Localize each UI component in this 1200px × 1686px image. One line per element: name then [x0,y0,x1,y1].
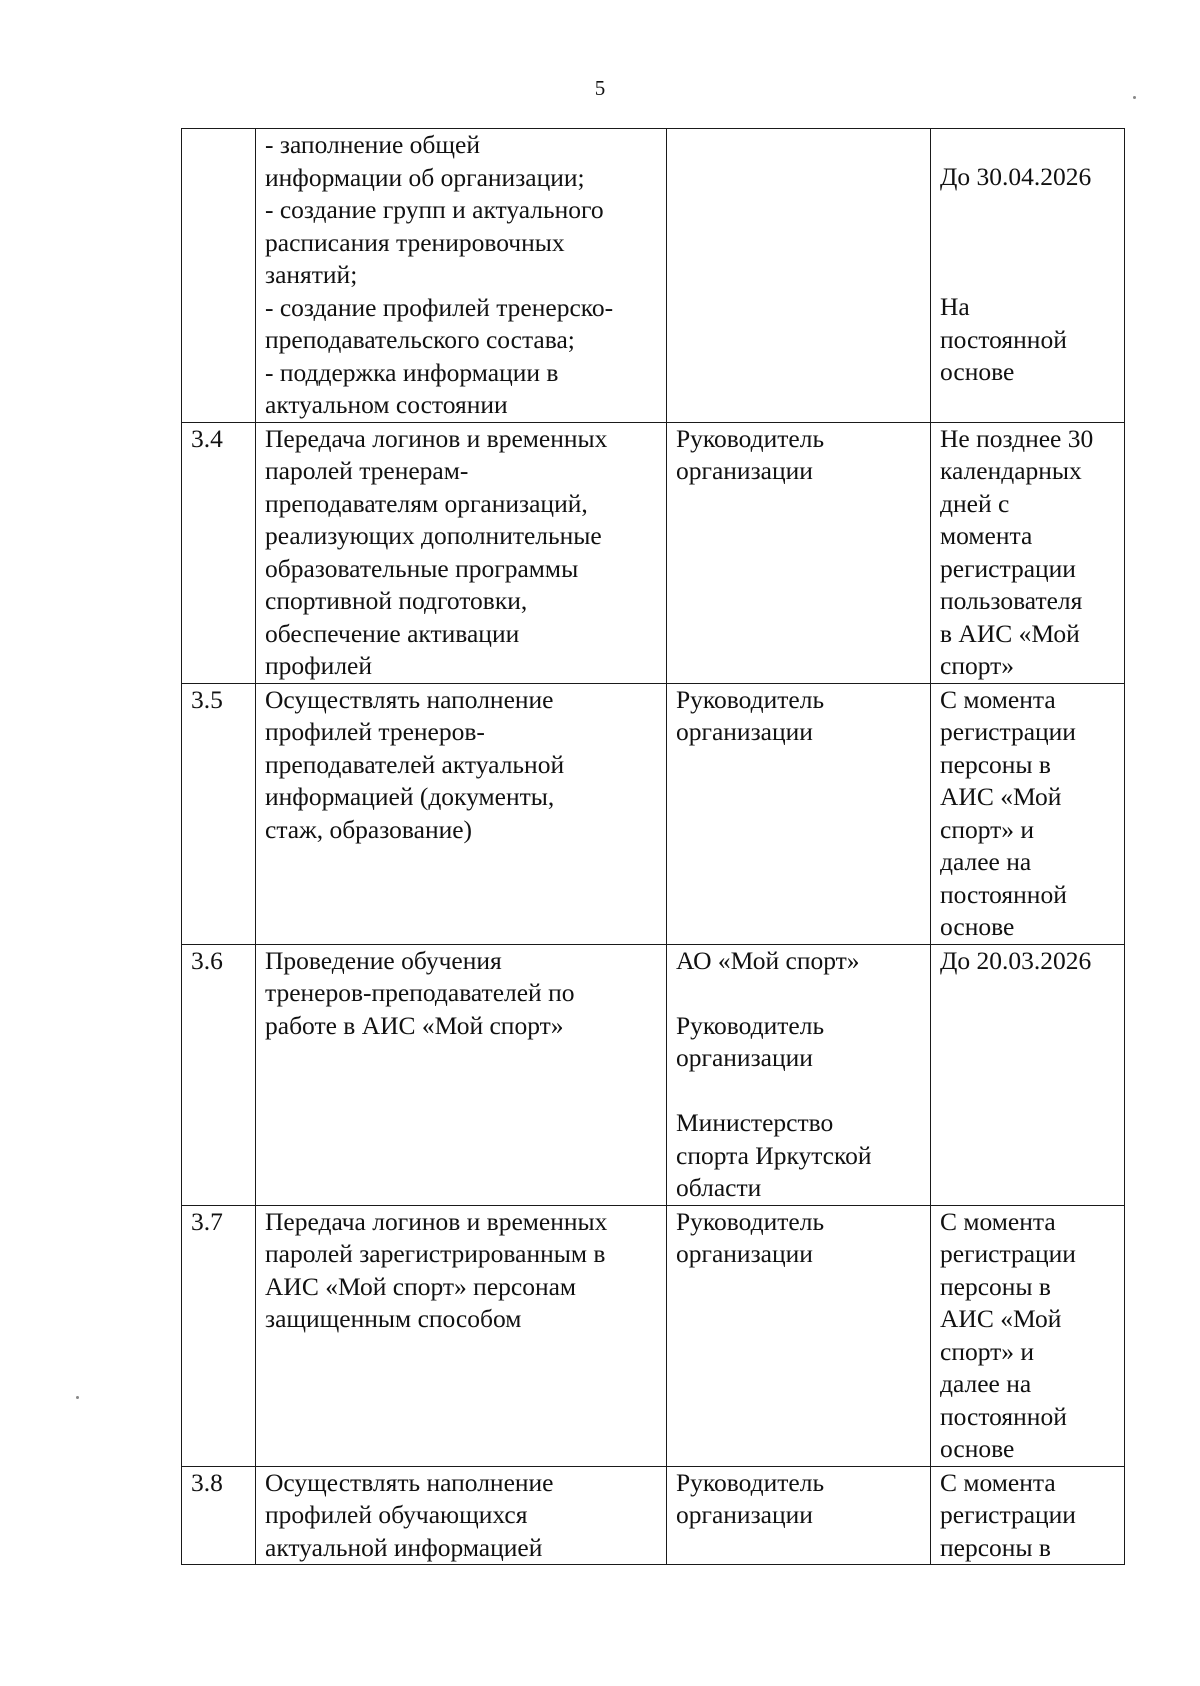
action-line: обеспечение активации [265,618,520,648]
deadline-line: пользователя [940,586,1083,615]
deadline-line: персоны в [940,749,1051,779]
cell-responsible [667,683,931,944]
action-line: актуальном состоянии [265,390,508,419]
action-line: занятий; [265,260,358,289]
responsible-line: организации [676,1043,813,1072]
action-line: Осуществлять наполнение [265,1467,554,1497]
deadline-line: персоны в [940,1271,1051,1301]
responsible-line: Руководитель [676,1206,825,1236]
deadline-line: дней с [940,488,1010,518]
deadline-line: регистрации [940,1239,1076,1268]
action-line: профилей обучающихся [265,1500,528,1529]
action-line: преподавательского состава; [265,325,575,354]
action-line: - создание профилей тренерско- [265,292,614,322]
deadline-line: далее на [940,847,1032,876]
action-line: спортивной подготовки, [265,586,528,615]
deadline-line: регистрации [940,553,1076,583]
deadline-line: С момента [940,1467,1056,1497]
deadline-line: далее на [940,1369,1032,1398]
responsible-line: Руководитель [676,684,825,714]
action-line: - создание групп и актуального [265,195,604,224]
responsible-line: Министерство [676,1108,834,1137]
action-line: образовательные программы [265,553,579,583]
deadline-line: основе [940,912,1015,941]
deadline-line: С момента [940,1206,1056,1236]
action-line: преподавателей актуальной [265,749,565,779]
table-row [182,683,1125,944]
action-line: Передача логинов и временных [265,423,608,453]
deadline-line: постоянной [940,879,1067,909]
scan-speck [1133,96,1136,99]
responsible-line: организации [676,717,813,746]
table-row-continuation [182,129,1125,423]
deadline-line: календарных [940,456,1082,485]
deadline-line: С момента [940,684,1056,714]
table-row [182,1466,1125,1565]
responsible-line: организации [676,1239,813,1268]
action-line: паролей зарегистрированным в [265,1239,606,1268]
deadline-line: в АИС «Мой [940,618,1080,648]
table-row [182,422,1125,683]
deadline-line: персоны в [940,1532,1051,1562]
action-line: расписания тренировочных [265,227,565,257]
responsible-line: Руководитель [676,423,825,453]
action-line: информацией (документы, [265,782,555,811]
cell-deadline [931,422,1125,683]
deadline-line: основе [940,1434,1015,1463]
action-line: Проведение обучения [265,945,502,975]
action-line: - поддержка информации в [265,357,559,387]
action-line: профилей [265,651,373,680]
cell-action [256,1466,667,1565]
cell-responsible [667,422,931,683]
cell-action [256,944,667,1205]
responsible-line: Руководитель [676,1010,825,1040]
cell-deadline [931,944,1125,1205]
action-line: стаж, образование) [265,814,473,844]
deadline-line: спорт» и [940,814,1035,844]
cell-number: 3.4 [182,422,256,683]
action-line: тренеров-преподавателей по [265,978,575,1007]
page-number: 5 [594,76,606,100]
scan-speck [76,1396,79,1399]
cell-number: 3.7 [182,1205,256,1466]
deadline-line: До 30.04.2026 [940,162,1092,191]
cell-responsible [667,1205,931,1466]
action-line: информации об организации; [265,162,585,192]
deadline-line: АИС «Мой [940,782,1062,811]
deadline-line: постоянной [940,1401,1067,1431]
table-row [182,944,1125,1205]
responsible-line: организации [676,1500,813,1529]
deadline-line: момента [940,521,1033,550]
action-line: профилей тренеров- [265,717,485,746]
deadline-line: регистрации [940,1500,1076,1529]
deadline-line: АИС «Мой [940,1304,1062,1333]
deadline-line: На [940,292,970,321]
action-plan-table [181,128,1125,1565]
cell-action [256,1205,667,1466]
cell-number: 3.6 [182,944,256,1205]
action-line: паролей тренерам- [265,456,469,485]
responsible-line: организации [676,456,813,485]
cell-responsible [667,129,931,423]
action-line: Осуществлять наполнение [265,684,554,714]
deadline-line: Не позднее 30 [940,423,1094,453]
action-line: Передача логинов и временных [265,1206,608,1236]
deadline-line: основе [940,357,1015,386]
responsible-line: области [676,1173,762,1202]
responsible-line: Руководитель [676,1467,825,1497]
action-line: АИС «Мой спорт» персонам [265,1271,577,1301]
deadline-line: постоянной [940,324,1067,354]
cell-action [256,422,667,683]
deadline-line: регистрации [940,717,1076,746]
table-row [182,1205,1125,1466]
cell-deadline [931,1205,1125,1466]
cell-deadline [931,1466,1125,1565]
cell-action [256,129,667,423]
deadline-line: До 20.03.2026 [940,945,1092,975]
cell-number [182,129,256,423]
cell-number: 3.5 [182,683,256,944]
action-line: реализующих дополнительные [265,521,602,550]
cell-deadline [931,683,1125,944]
action-line: преподавателям организаций, [265,488,588,518]
action-line: защищенным способом [265,1304,522,1333]
cell-action [256,683,667,944]
responsible-line: АО «Мой спорт» [676,945,860,975]
action-line: - заполнение общей [265,130,480,159]
cell-number: 3.8 [182,1466,256,1565]
deadline-line: спорт» и [940,1336,1035,1366]
deadline-line: спорт» [940,651,1015,680]
responsible-line: спорта Иркутской [676,1140,872,1170]
cell-responsible [667,944,931,1205]
action-line: актуальной информацией [265,1532,543,1562]
cell-deadline [931,129,1125,423]
action-line: работе в АИС «Мой спорт» [265,1010,564,1040]
cell-responsible [667,1466,931,1565]
